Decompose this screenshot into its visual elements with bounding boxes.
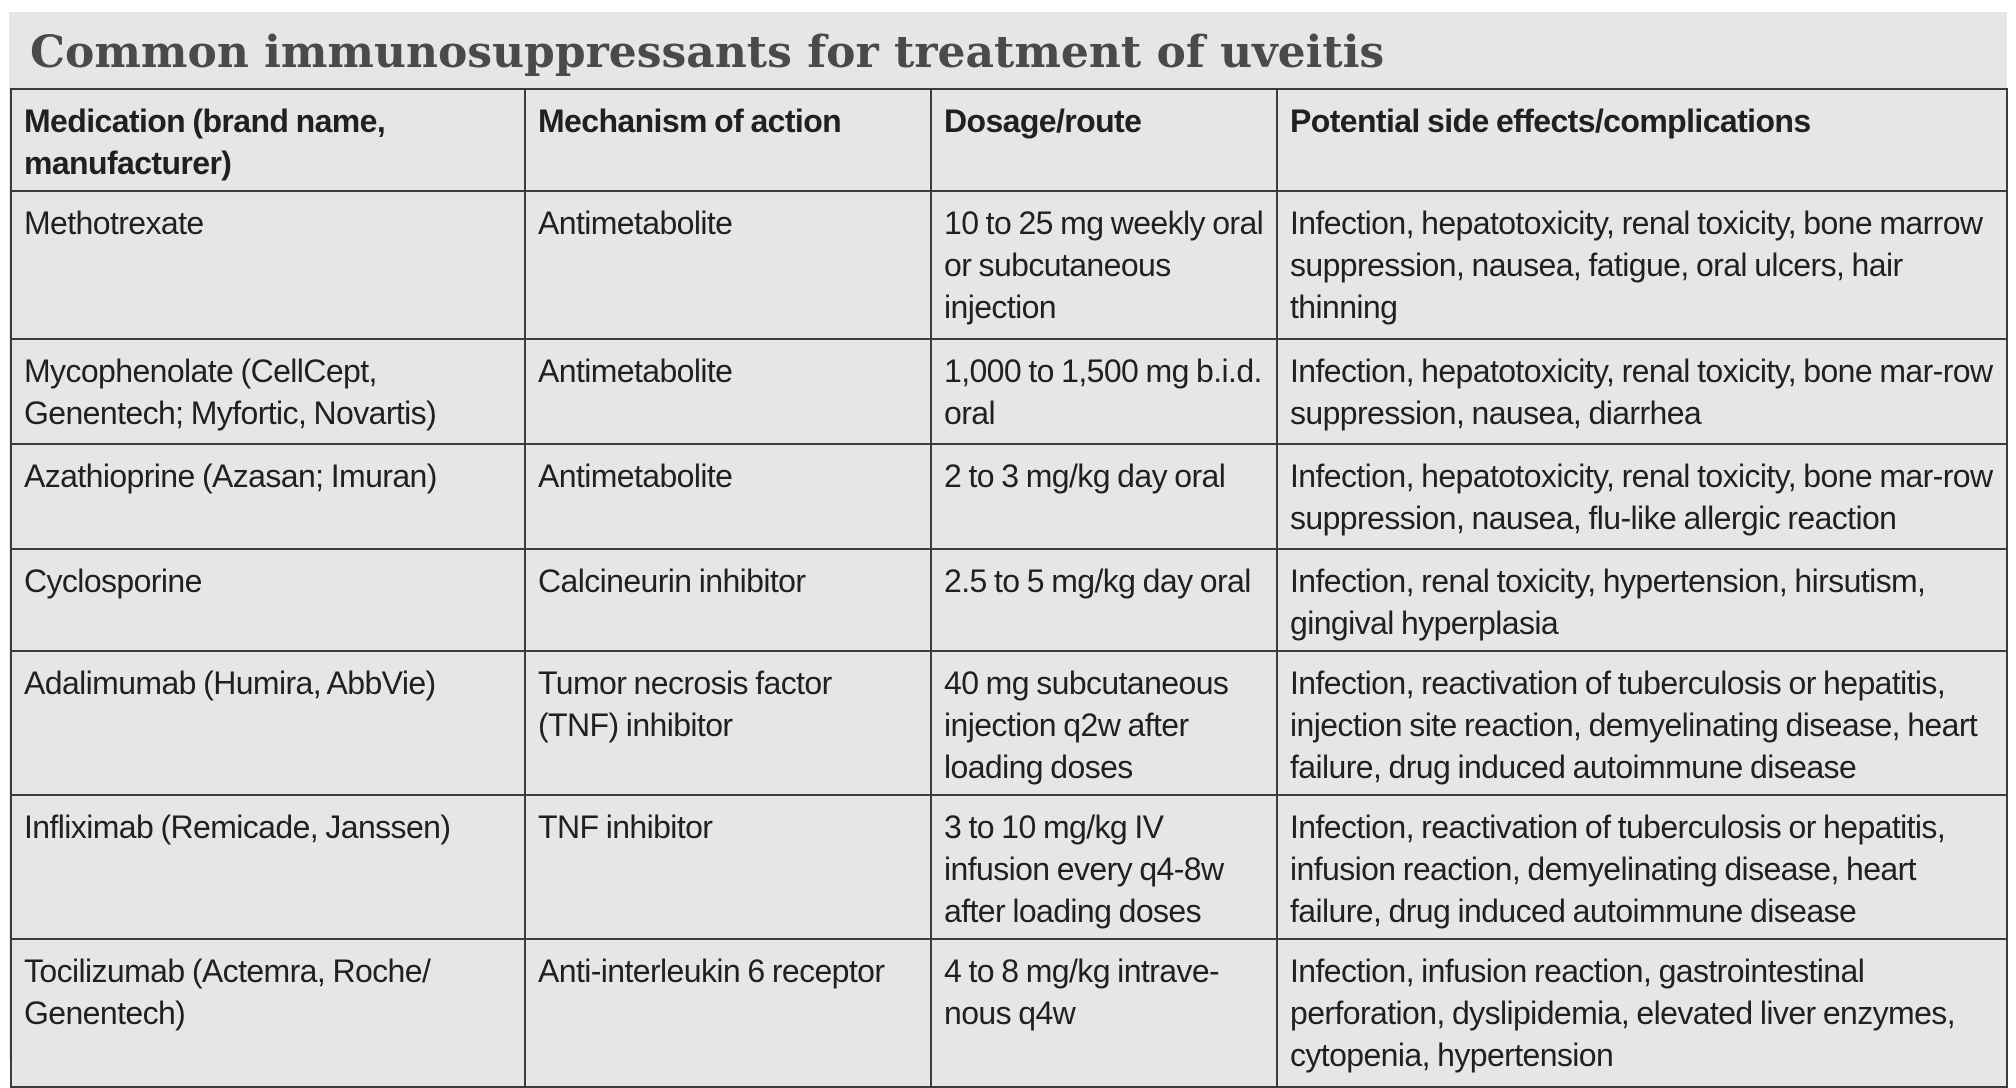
cell-dosage: 2 to 3 mg/kg day oral [931, 444, 1277, 549]
table-row [11, 939, 2007, 1087]
cell-mechanism: Tumor necrosis factor (TNF) inhibitor [525, 651, 931, 795]
cell-mechanism: Calcineurin inhibitor [525, 549, 931, 651]
immunosuppressants-table [10, 88, 2008, 1088]
cell-dosage: 2.5 to 5 mg/kg day oral [931, 549, 1277, 651]
cell-medication: Tocilizumab (Actemra, Roche/ Genentech) [11, 939, 525, 1087]
cell-dosage: 3 to 10 mg/kg IV infusion every q4-8w after loading doses [931, 795, 1277, 939]
cell-mechanism: Anti-interleukin 6 receptor [525, 939, 931, 1087]
cell-medication: Azathioprine (Azasan; Imuran) [11, 444, 525, 549]
table-row [11, 651, 2007, 795]
header-dosage: Dosage/route [931, 89, 1277, 191]
cell-side-effects: Infection, hepatotoxicity, renal toxicity, bone mar-row suppression, nausea, diarrhea [1277, 339, 2007, 444]
table-row [11, 191, 2007, 339]
cell-side-effects: Infection, reactivation of tuberculosis or hepatitis, infusion reaction, demyelinating disease, heart failure, drug induced autoimmune disease [1277, 795, 2007, 939]
cell-dosage: 1,000 to 1,500 mg b.i.d. oral [931, 339, 1277, 444]
cell-mechanism: Antimetabolite [525, 191, 931, 339]
cell-mechanism: Antimetabolite [525, 444, 931, 549]
cell-medication: Mycophenolate (CellCept, Genentech; Myfortic, Novartis) [11, 339, 525, 444]
table-row [11, 549, 2007, 651]
cell-dosage: 10 to 25 mg weekly oral or subcutaneous injection [931, 191, 1277, 339]
cell-dosage: 40 mg subcutaneous injection q2w after loading doses [931, 651, 1277, 795]
cell-side-effects: Infection, hepatotoxicity, renal toxicity, bone mar-row suppression, nausea, flu-like allergic reaction [1277, 444, 2007, 549]
table-row [11, 339, 2007, 444]
cell-side-effects: Infection, infusion reaction, gastrointestinal perforation, dyslipidemia, elevated liver enzymes, cytopenia, hypertension [1277, 939, 2007, 1087]
cell-mechanism: TNF inhibitor [525, 795, 931, 939]
cell-medication: Adalimumab (Humira, AbbVie) [11, 651, 525, 795]
cell-medication: Methotrexate [11, 191, 525, 339]
header-mechanism: Mechanism of action [525, 89, 931, 191]
cell-mechanism: Antimetabolite [525, 339, 931, 444]
header-medication: Medication (brand name, manufacturer) [11, 89, 525, 191]
cell-dosage: 4 to 8 mg/kg intrave-nous q4w [931, 939, 1277, 1087]
header-side-effects: Potential side effects/complications [1277, 89, 2007, 191]
page-title: Common immunosuppressants for treatment of uveitis [30, 27, 1385, 78]
cell-side-effects: Infection, reactivation of tuberculosis or hepatitis, injection site reaction, demyelinating disease, heart failure, drug induced autoimmune disease [1277, 651, 2007, 795]
table-row [11, 795, 2007, 939]
table-row [11, 444, 2007, 549]
table-header-row [11, 89, 2007, 191]
cell-side-effects: Infection, hepatotoxicity, renal toxicity, bone marrow suppression, nausea, fatigue, oral ulcers, hair thinning [1277, 191, 2007, 339]
cell-medication: Cyclosporine [11, 549, 525, 651]
cell-medication: Infliximab (Remicade, Janssen) [11, 795, 525, 939]
cell-side-effects: Infection, renal toxicity, hypertension, hirsutism, gingival hyperplasia [1277, 549, 2007, 651]
